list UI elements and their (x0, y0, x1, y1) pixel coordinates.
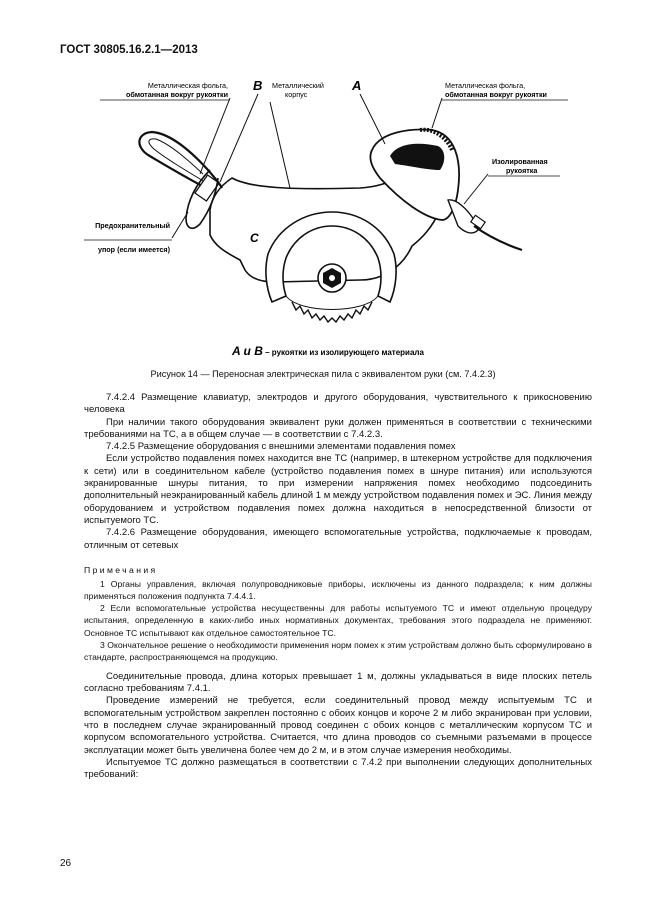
saw-blade-edge (286, 296, 378, 310)
note-item: 1 Органы управления, включая полупроводниковые приборы, исключены из данного подраздела; к ним должны применяться положения подпункта 7.4.4.1. (84, 579, 592, 602)
label-letter-b: B (253, 78, 263, 93)
label-body-1: Металлический (272, 81, 324, 90)
paragraph: Проведение измерений не требуется, если соединительный провод между испытуемым ТС и вспомогательным устройством закреплен постоянно с обоих концов и короче 2 м либо экранирован при условии, что в последнем случае экранированный провод соединен с обоих концов с металлическим корпусом ТС и корпусом вспомогательного устройства. Считается, что длина проводов со съемными разъемами в процессе эксплуатации может быть увеличена более чем до 2 м, и в этом случае измерения необходимы. (84, 695, 592, 756)
leader-a (360, 94, 385, 144)
label-guard-1: Предохранительный (95, 221, 170, 230)
paragraph: При наличии такого оборудования эквивалент руки должен применяться в соответствии с техническими требованиями на ТС, а в общем случае — в соответствии с 7.4.2.3. (84, 416, 592, 440)
note-item: 3 Окончательное решение о необходимости применения норм помех к этим устройствам должно быть сформулировано в стандарте, распространяющемся на продукцию. (84, 639, 592, 662)
insulated-handle (448, 200, 478, 233)
page-number: 26 (60, 858, 72, 869)
label-foil-left-2: обмотанная вокруг рукоятки (126, 90, 228, 99)
label-letter-c: C (250, 231, 259, 245)
leader-foil-right (432, 98, 442, 128)
paragraph: 7.4.2.6 Размещение оборудования, имеющего вспомогательные устройства, подключаемые к проводам, отличным от сетевых (84, 527, 592, 551)
label-body-2: корпус (285, 90, 308, 99)
legend-text: – рукоятки из изолирующего материала (262, 348, 424, 357)
label-letter-a: A (352, 78, 362, 93)
blade-hub-center (329, 275, 335, 281)
body-text (84, 392, 592, 781)
right-handle (370, 130, 459, 220)
note-item: 2 Если вспомогательные устройства несущественны для работы испытуемого ТС и имеют отдельную процедуру испытания, определенную в каких-либо иных нормативных документах, требования этого подраздела не применяют. Основное ТС испытывают как отдельное самостоятельное ТС. (84, 603, 592, 638)
paragraph: Испытуемое ТС должно размещаться в соответствии с 7.4.2 при выполнении следующих дополнительных требований: (84, 756, 592, 781)
leader-insulated (464, 174, 488, 204)
leader-guard (172, 212, 188, 238)
label-foil-left-1: Металлическая фольга, (147, 81, 228, 90)
label-insulated-1: Изолированная (492, 157, 548, 166)
leader-b (220, 94, 258, 182)
leader-body (270, 102, 290, 188)
figure-caption: Рисунок 14 — Переносная электрическая пила с эквивалентом руки (см. 7.4.2.3) (150, 369, 496, 379)
leader-foil-left (200, 98, 230, 174)
label-foil-right-1: Металлическая фольга, (445, 81, 526, 90)
legend-letters: A и B (232, 344, 263, 358)
power-cord (474, 226, 522, 250)
paragraph: Если устройство подавления помех находится вне ТС (например, в штекерном устройстве для подключения к сети) или в соединительном кабеле (устройство подавления помех в шнуре питания) или используются экранированные шнуры питания, то при измерении напряжения помех необходимо подсоединить дополнительный неэкранированный кабель длиной 1 м между устройством подавления помех и ЭС. Линия между оборудованием и устройством подавления помех должна находиться в непосредственной близости от испытуемого ТС. (84, 453, 592, 526)
paragraph: Соединительные провода, длина которых превышает 1 м, должны укладываться в виде плоских петель согласно требованиям 7.4.1. (84, 670, 592, 695)
label-foil-right-2: обмотанная вокруг рукоятки (445, 90, 547, 99)
saw-drawing (60, 70, 600, 370)
figure-legend (231, 344, 424, 358)
paragraph: 7.4.2.5 Размещение оборудования с внешними элементами подавления помех (106, 441, 456, 453)
paragraph: 7.4.2.4 Размещение клавиатур, электродов и другого оборудования, чувствительного к прикосновению человека (84, 392, 592, 416)
notes-title: Примечания (84, 564, 158, 575)
label-insulated-2: рукоятка (506, 166, 538, 175)
figure-saw-diagram (60, 70, 600, 370)
saw-blade-teeth (292, 302, 372, 322)
document-header: ГОСТ 30805.16.2.1—2013 (60, 44, 198, 56)
label-guard-2: упор (если имеется) (97, 245, 170, 254)
